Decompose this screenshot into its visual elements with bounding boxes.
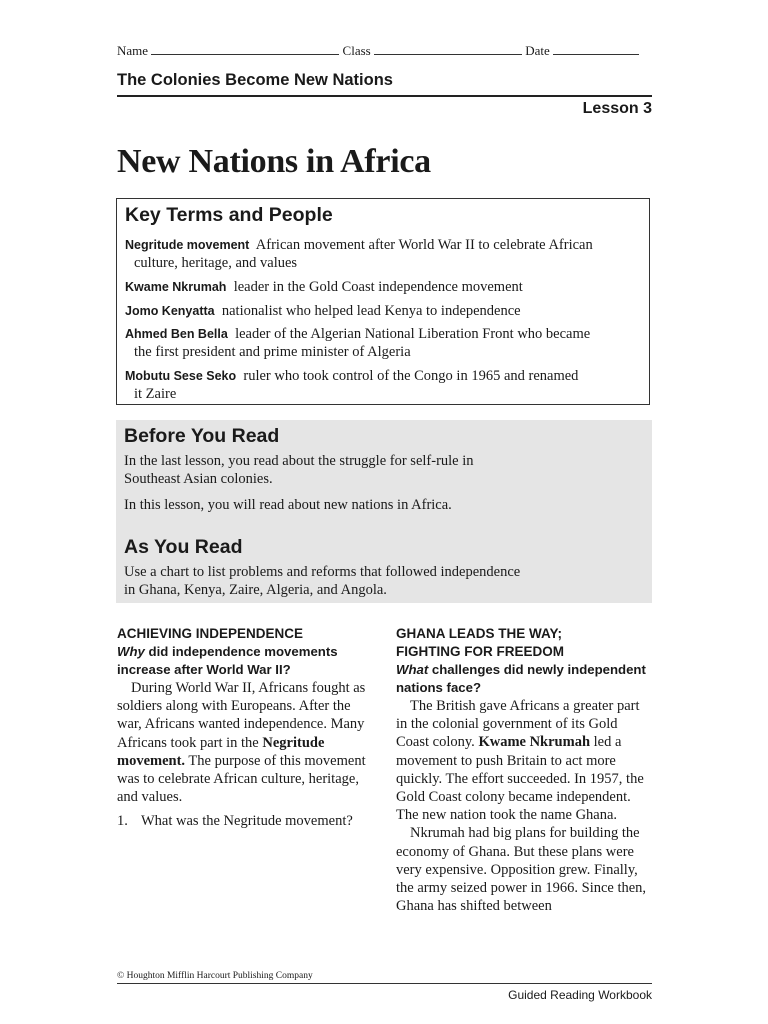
paragraph-text: The purpose of this movement was to celebrate African culture, heritage, and values.: [117, 752, 366, 806]
term-name: Ahmed Ben Bella: [125, 327, 228, 341]
paragraph-text: The British gave Africans a greater part in the colonial government of its Gold Coast colony.: [396, 698, 640, 751]
before-line-1: In the last lesson, you read about the struggle for self-rule in: [124, 453, 474, 469]
term-definition: leader in the Gold Coast independence movement: [233, 279, 523, 295]
key-terms-box: [116, 198, 650, 405]
section-heading-line-1: GHANA LEADS THE WAY;: [396, 626, 563, 641]
key-terms-heading: Key Terms and People: [125, 204, 333, 226]
guiding-question-rest: did independence movements increase after World War II?: [117, 644, 338, 677]
as-line-2: in Ghana, Kenya, Zaire, Algeria, and Angola.: [124, 582, 387, 598]
workbook-label: Guided Reading Workbook: [508, 988, 652, 1002]
guiding-question: [117, 643, 372, 679]
as-you-read-heading: As You Read: [124, 536, 243, 558]
body-paragraph: [396, 697, 651, 824]
guiding-question-italic: What: [396, 662, 429, 677]
term-name: Negritude movement: [125, 238, 250, 252]
header-divider: [117, 95, 652, 97]
key-term-highlight: Kwame Nkrumah: [478, 734, 591, 751]
page-title: New Nations in Africa: [117, 143, 431, 180]
as-you-read-text: [124, 563, 639, 599]
guiding-question-italic: Why: [117, 644, 145, 659]
before-you-read-text-2: In this lesson, you will read about new nations in Africa.: [124, 497, 452, 513]
date-label: Date: [525, 43, 550, 58]
left-column: [117, 625, 372, 830]
section-heading: ACHIEVING INDEPENDENCE: [117, 626, 304, 641]
before-as-you-read-box: [116, 420, 652, 603]
as-line-1: Use a chart to list problems and reforms that followed independence: [124, 564, 521, 580]
right-column: [396, 625, 651, 915]
key-term-nkrumah: [125, 278, 640, 296]
key-term-negritude: [125, 236, 640, 272]
class-label: Class: [342, 43, 371, 58]
paragraph-text: During World War II, Africans fought as soldiers along with Europeans. After the war, Africans wanted independence. Many Africans took part in the: [117, 680, 366, 751]
term-definition-cont: the first president and prime minister of Algeria: [134, 344, 411, 360]
question-text: What was the Negritude movement?: [141, 813, 353, 830]
key-term-highlight: Negritude movement.: [117, 734, 325, 769]
review-question: [117, 812, 372, 830]
term-definition: leader of the Algerian National Liberation Front who became: [235, 326, 591, 342]
body-paragraph: Nkrumah had big plans for building the economy of Ghana. But these plans were very expensive. Opposition grew. Finally, the army seized power in 1966. Since then, Ghana has shifted between: [396, 825, 647, 915]
key-term-mobutu: [125, 367, 640, 403]
term-definition-cont: culture, heritage, and values: [134, 255, 298, 271]
section-heading: [396, 625, 651, 661]
term-definition: African movement after World War II to celebrate African: [255, 237, 593, 253]
term-definition-cont: it Zaire: [134, 386, 177, 402]
term-definition: ruler who took control of the Congo in 1965 and renamed: [243, 368, 579, 384]
student-info-line: [117, 43, 652, 59]
term-name: Jomo Kenyatta: [125, 304, 215, 318]
key-term-ben-bella: [125, 325, 640, 361]
lesson-label: Lesson 3: [582, 100, 652, 117]
unit-title: The Colonies Become New Nations: [117, 71, 393, 89]
name-field[interactable]: [151, 43, 339, 55]
paragraph-text: led a movement to push Britain to act more quickly. The effort succeeded. In 1957, the Gold Coast colony became independent. The new nation took the name Ghana.: [396, 734, 644, 824]
term-name: Mobutu Sese Seko: [125, 369, 237, 383]
footer-divider: [117, 983, 652, 984]
guiding-question: [396, 661, 651, 697]
before-line-2: Southeast Asian colonies.: [124, 471, 273, 487]
term-name: Kwame Nkrumah: [125, 280, 227, 294]
question-number: 1.: [117, 813, 128, 830]
date-field[interactable]: [553, 43, 639, 55]
before-you-read-heading: Before You Read: [124, 425, 280, 447]
class-field[interactable]: [374, 43, 522, 55]
key-term-kenyatta: [125, 302, 640, 320]
before-you-read-text: [124, 452, 639, 488]
section-heading-line-2: FIGHTING FOR FREEDOM: [396, 644, 564, 659]
body-paragraph: [117, 679, 372, 806]
copyright: © Houghton Mifflin Harcourt Publishing Company: [117, 971, 313, 981]
guiding-question-rest: challenges did newly independent nations face?: [396, 662, 646, 695]
term-definition: nationalist who helped lead Kenya to independence: [221, 303, 521, 319]
name-label: Name: [117, 43, 149, 58]
